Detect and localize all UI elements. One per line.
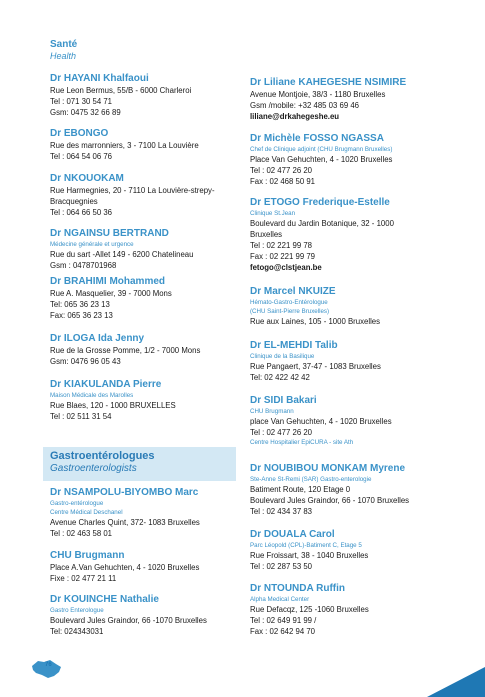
listing-line: Gsm /mobile: +32 485 03 69 46 [250,101,360,110]
listing-entry [250,197,394,273]
listing-entry [250,286,380,327]
listing-line: Rue du sart -Allet 149 - 6200 Chatelineau [50,250,194,259]
listing-line: Tel : 064 54 06 76 [50,152,112,161]
listing-line: Tel: 02 422 42 42 [250,373,310,382]
banner-title: Gastroentérologues [50,450,155,462]
listing-entry [250,583,369,637]
listing-line: place Van Gehuchten, 4 - 1020 Bruxelles [250,417,392,426]
listing-line: Gsm: 0475 32 66 89 [50,108,121,117]
listing-line: Fax : 02 642 94 70 [250,627,316,636]
listing-name: Dr NGAINSU BERTRAND [50,228,169,239]
listing-line: Tel : 02 463 58 01 [50,529,112,538]
listing-line: Tel : 02 649 91 99 / [250,616,317,625]
listing-name: Dr EBONGO [50,128,109,139]
listing-line: Tel : 071 30 54 71 [50,97,112,106]
listing-specialty: Gastro-entérologue [50,500,104,507]
listing-specialty: (CHU Saint-Pierre Bruxelles) [250,308,330,315]
listing-specialty: Centre Médical Deschanel [50,509,123,516]
listing-entry [50,594,207,637]
listing-specialty: Parc Léopold (CPL)-Batiment C, Etage 5 [250,542,362,549]
listing-line: Bracquegnies [50,197,98,206]
listing-name: Dr BRAHIMI Mohammed [50,276,166,287]
listing-line: Rue des marronniers, 3 - 7100 La Louvière [50,141,199,150]
listing-name: Dr Marcel NKUIZE [250,286,336,297]
listing-entry [250,77,406,122]
listing-line: Rue Blaes, 120 - 1000 BRUXELLES [50,401,176,410]
listing-specialty: Maison Médicale des Marolles [50,392,134,399]
listing-specialty: Gastro Enterologue [50,607,104,614]
listing-line: Place A.Van Gehuchten, 4 - 1020 Bruxelles [50,563,200,572]
listing-specialty: Médecine générale et urgence [50,241,134,248]
listing-entry [250,529,368,572]
listing-name: Dr NTOUNDA Ruffin [250,583,345,594]
listing-name: Dr KIAKULANDA Pierre [50,379,162,390]
section-banner-gastro [43,447,236,481]
listing-line: Rue aux Laines, 105 - 1000 Bruxelles [250,317,381,326]
listing-line: Fax : 02 468 50 91 [250,177,316,186]
listing-line: Batiment Route, 120 Etage 0 [250,485,351,494]
listing-name: Dr KOUINCHE Nathalie [50,594,159,605]
listing-line: Avenue Montjoie, 38/3 - 1180 Bruxelles [250,90,386,99]
listing-name: Dr NOUBIBOU MONKAM Myrene [250,463,406,474]
listing-line: Tel : 064 66 50 36 [50,208,112,217]
listing-name: Dr SIDI Bakari [250,395,317,406]
listing-entry [50,228,193,271]
listing-entry [50,128,199,162]
page-number: 76 [45,662,52,668]
banner-subtitle: Gastroenterologists [50,463,137,474]
listing-name: Dr ILOGA Ida Jenny [50,333,145,344]
listing-entry [50,73,191,118]
listing-line: Tel : 02 434 37 83 [250,507,312,516]
listing-line: Gsm: 0476 96 05 43 [50,357,121,366]
listing-line: Place Van Gehuchten, 4 - 1020 Bruxelles [250,155,393,164]
listing-line: Rue Defacqz, 125 -1060 Bruxelles [250,605,369,614]
listing-line: Rue Froissart, 38 - 1040 Bruxelles [250,551,369,560]
listing-line: Boulevard du Jardin Botanique, 32 - 1000 [250,219,394,228]
listing-entry [50,487,200,539]
listing-line: Fixe : 02 477 21 11 [50,574,117,583]
listing-name: Dr Liliane KAHEGESHE NSIMIRE [250,77,407,88]
listing-entry [50,379,176,422]
listing-line: Tel : 02 287 53 50 [250,562,312,571]
listing-line: Fax: 065 36 23 13 [50,311,113,320]
corner-decoration [427,667,485,697]
listing-name: Dr NSAMPOLU-BIYOMBO Marc [50,487,199,498]
listing-entry [50,173,215,218]
listing-line: Rue Leon Bermus, 55/B - 6000 Charleroi [50,86,192,95]
listing-name: CHU Brugmann [50,550,125,561]
section-subtitle: Health [50,51,77,61]
listing-note: Centre Hospitalier EpiCURA - site Ath [250,439,354,446]
listing-line: Avenue Charles Quint, 372- 1083 Bruxelles [50,518,200,527]
listing-name: Dr NKOUOKAM [50,173,124,184]
listing-specialty: Chef de Clinique adjoint (CHU Brugmann Bruxelles) [250,146,393,153]
listing-line: Tel : 02 477 26 20 [250,166,312,175]
listing-name: Dr ETOGO Frederique-Estelle [250,197,390,208]
listing-email: fetogo@clstjean.be [250,263,322,272]
listing-name: Dr EL-MEHDI Talib [250,340,338,351]
section-title: Santé [50,39,78,50]
listing-specialty: Clinique de la Basilique [250,353,315,360]
listing-line: Gsm : 0478701968 [50,261,117,270]
section-header-health [50,39,77,62]
listing-specialty: Alpha Medical Center [250,596,310,603]
listing-email: liliane@drkahegeshe.eu [250,112,340,121]
listing-name: Dr DOUALA Carol [250,529,335,540]
listing-line: Boulevard Jules Graindor, 66 -1070 Bruxelles [50,616,207,625]
listing-entry [50,550,199,584]
listing-specialty: Clinique St.Jean [250,210,296,217]
listing-line: Rue Pangaert, 37-47 - 1083 Bruxelles [250,362,381,371]
listing-entry [250,340,381,383]
listing-specialty: Hémato-Gastro-Entérologue [250,299,328,306]
listing-specialty: Ste-Anne St-Remi (SAR) Gastro-enterologie [250,476,372,483]
listing-line: Tel : 02 477 26 20 [250,428,312,437]
listing-line: Fax : 02 221 99 79 [250,252,316,261]
listing-name: Dr HAYANI Khalfaoui [50,73,149,84]
listing-line: Rue de la Grosse Pomme, 1/2 - 7000 Mons [50,346,201,355]
listing-entry [50,333,200,367]
listing-specialty: CHU Brugmann [250,408,294,415]
listing-line: Rue Harmegnies, 20 - 7110 La Louvière-strepy- [50,186,215,195]
listing-entry [250,395,392,447]
listing-entry [250,133,392,187]
listing-line: Tel : 02 511 31 54 [50,412,112,421]
listing-entry [50,276,172,321]
listing-name: Dr Michèle FOSSO NGASSA [250,133,384,144]
listing-line: Boulevard Jules Graindor, 66 - 1070 Bruxelles [250,496,410,505]
listing-line: Tel: 024343031 [50,627,104,636]
listing-line: Bruxelles [250,230,283,239]
listing-entry [250,463,409,517]
listing-line: Rue A. Masquelier, 39 - 7000 Mons [50,289,172,298]
listing-line: Tel : 02 221 99 78 [250,241,312,250]
listing-line: Tel: 065 36 23 13 [50,300,110,309]
